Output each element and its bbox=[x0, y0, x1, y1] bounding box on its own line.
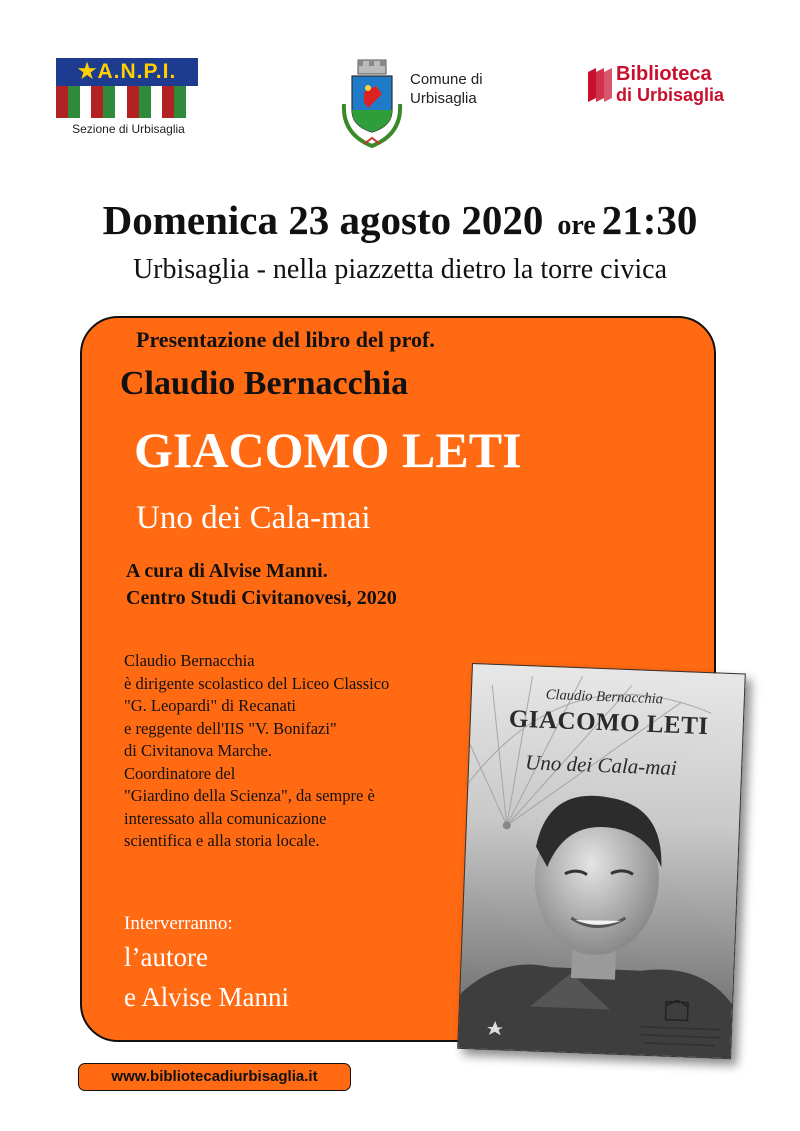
bio-line: e reggente dell'IIS "V. Bonifazi" bbox=[124, 718, 337, 738]
book-cover bbox=[462, 655, 780, 1067]
speakers-label: Interverranno: bbox=[124, 913, 233, 934]
bio-line: interessato alla comunicazione bbox=[124, 808, 327, 828]
anpi-name: ★A.N.P.I. bbox=[56, 58, 198, 86]
cover-subtitle: Uno dei Cala-mai bbox=[524, 750, 678, 780]
book-cover-image bbox=[457, 663, 746, 1059]
bio-line: "Giardino della Scienza", da sempre è bbox=[124, 786, 375, 805]
anpi-logo bbox=[56, 58, 201, 144]
publisher-line: Centro Studi Civitanovesi, 2020 bbox=[126, 587, 397, 609]
event-date-line bbox=[0, 196, 800, 244]
author-bio bbox=[124, 650, 389, 853]
curator-line: A cura di Alvise Manni. bbox=[126, 560, 328, 582]
bio-line: scientifica e alla storia locale. bbox=[124, 831, 320, 850]
bio-line: di Civitanova Marche. bbox=[124, 741, 273, 760]
event-time: 21:30 bbox=[601, 197, 698, 243]
biblioteca-label bbox=[616, 64, 724, 106]
comune-label bbox=[410, 70, 483, 108]
comune-line1: Comune di bbox=[410, 71, 483, 88]
bio-line: è dirigente scolastico del Liceo Classico bbox=[124, 673, 390, 693]
anpi-subtitle: Sezione di Urbisaglia bbox=[72, 122, 185, 136]
event-place: Urbisaglia - nella piazzetta dietro la torre civica bbox=[132, 254, 668, 285]
book-stack-icon bbox=[586, 66, 614, 104]
publisher-emblem-icon bbox=[634, 999, 726, 1050]
biblioteca-line2: di Urbisaglia bbox=[616, 85, 725, 105]
cover-author: Claudio Bernacchia bbox=[545, 686, 664, 708]
bio-line: Coordinatore del bbox=[124, 763, 236, 783]
comune-line2: Urbisaglia bbox=[410, 90, 477, 107]
biblioteca-line1: Biblioteca bbox=[616, 63, 712, 85]
speaker-alvise-manni: e Alvise Manni bbox=[124, 982, 289, 1012]
bio-line: Claudio Bernacchia bbox=[124, 651, 255, 670]
book-subtitle: Uno dei Cala-mai bbox=[136, 500, 371, 536]
presentation-label: Presentazione del libro del prof. bbox=[136, 327, 435, 352]
bio-line: "G. Leopardi" di Recanati bbox=[124, 696, 296, 715]
italian-flag-stripes bbox=[56, 58, 198, 118]
event-date: Domenica 23 agosto 2020 bbox=[102, 197, 544, 243]
website-link[interactable]: www.bibliotecadiurbisaglia.it bbox=[78, 1063, 351, 1091]
event-ore-label: ore bbox=[557, 210, 596, 241]
comune-crest-icon bbox=[338, 58, 406, 150]
author-name: Claudio Bernacchia bbox=[120, 365, 409, 402]
speaker-author: l’autore bbox=[124, 942, 208, 972]
cover-title: GIACOMO LETI bbox=[508, 705, 710, 741]
book-title: GIACOMO LETI bbox=[134, 422, 522, 478]
book-credits bbox=[126, 558, 397, 612]
